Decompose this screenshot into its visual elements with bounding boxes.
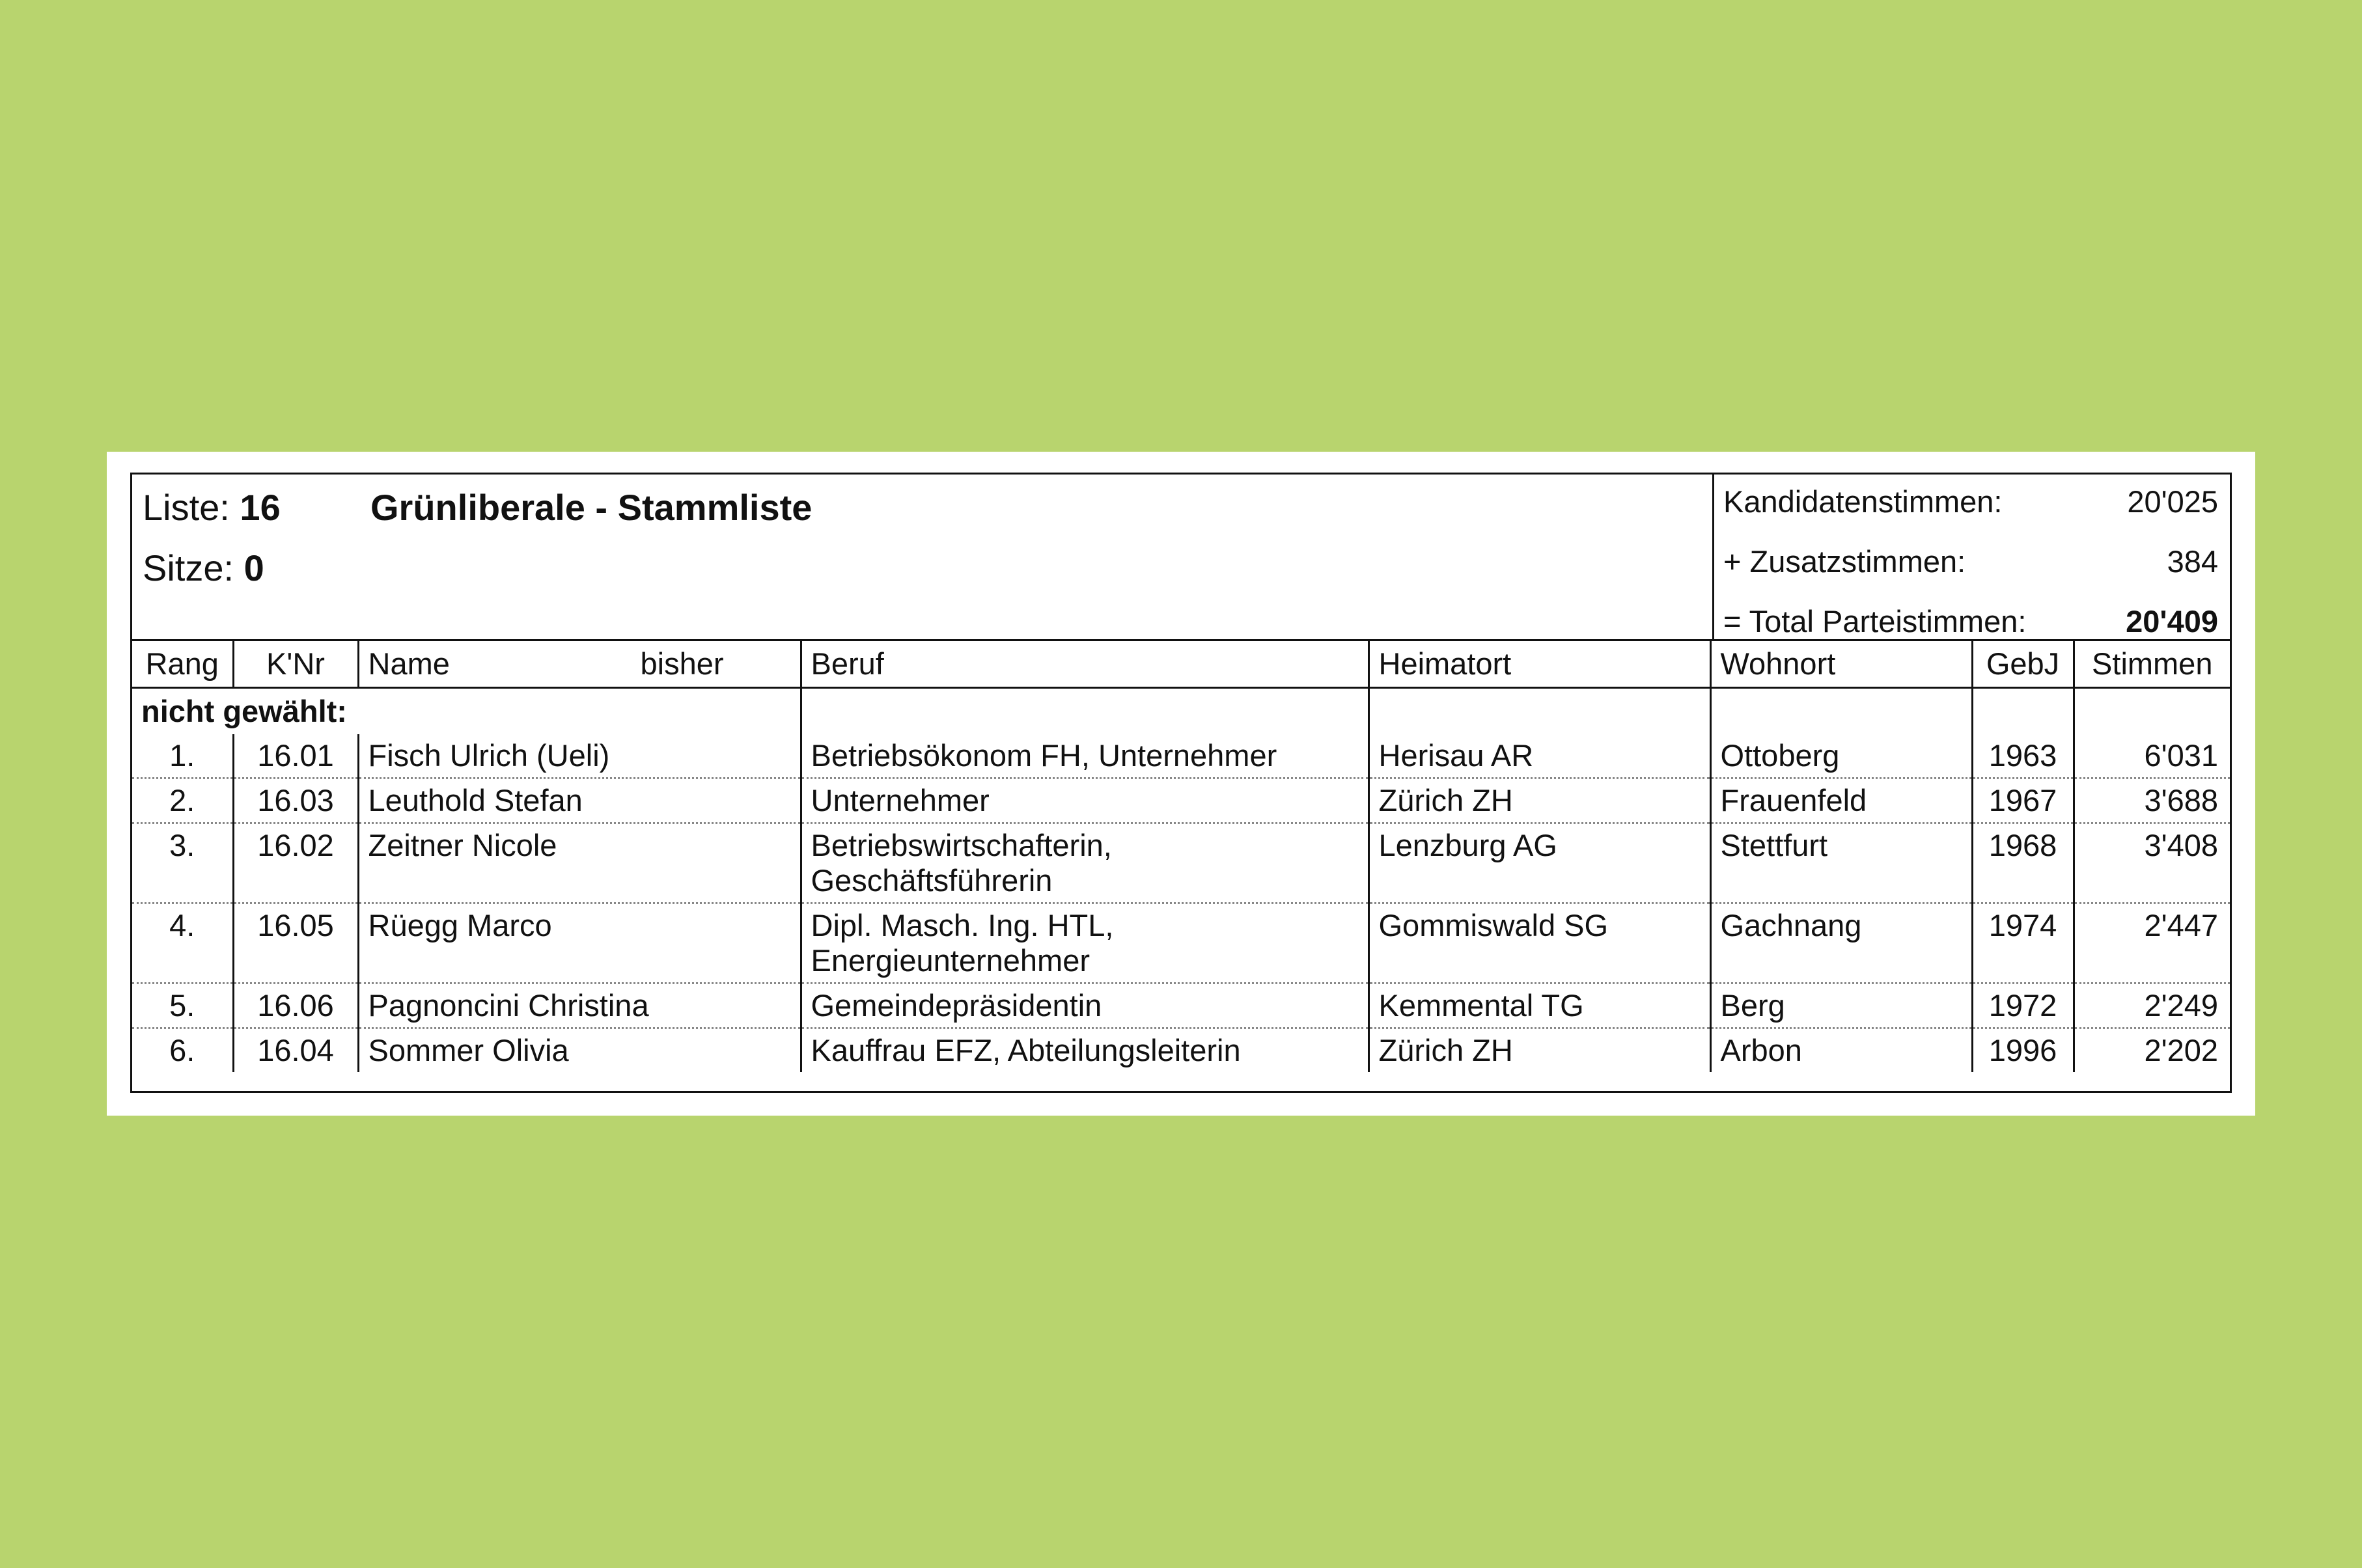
row-gebj: 1996 bbox=[1972, 1028, 2074, 1073]
sitze-label: Sitze: bbox=[143, 547, 234, 588]
row-beruf: Unternehmer bbox=[801, 778, 1369, 823]
table-row bbox=[132, 778, 2230, 823]
total-parteistimmen-label: = Total Parteistimmen: bbox=[1723, 604, 2027, 639]
row-heimatort: Zürich ZH bbox=[1369, 778, 1710, 823]
row-name: Leuthold Stefan bbox=[358, 778, 801, 823]
row-stimmen: 3'688 bbox=[2074, 778, 2230, 823]
col-header-knr: K'Nr bbox=[233, 640, 358, 688]
section-label: nicht gewählt: bbox=[141, 694, 347, 728]
zusatzstimmen-label: + Zusatzstimmen: bbox=[1723, 544, 1966, 579]
row-beruf-line2: Energieunternehmer bbox=[811, 943, 1090, 978]
vote-summary bbox=[1712, 475, 2230, 639]
total-parteistimmen-value: 20'409 bbox=[2126, 604, 2218, 639]
liste-number: 16 bbox=[240, 487, 281, 528]
row-beruf: Betriebsökonom FH, Unternehmer bbox=[801, 734, 1369, 778]
row-wohnort: Arbon bbox=[1710, 1028, 1972, 1073]
row-heimatort: Zürich ZH bbox=[1369, 1028, 1710, 1073]
row-knr: 16.03 bbox=[233, 778, 358, 823]
sitze-line bbox=[143, 547, 264, 589]
row-beruf: Kauffrau EFZ, Abteilungsleiterin bbox=[801, 1028, 1369, 1073]
empty-cell bbox=[1972, 688, 2074, 735]
kandidatenstimmen-value: 20'025 bbox=[2127, 484, 2218, 519]
row-beruf-line2: Geschäftsführerin bbox=[811, 863, 1053, 898]
col-header-name bbox=[358, 640, 801, 688]
row-name: Rüegg Marco bbox=[358, 903, 801, 983]
row-gebj: 1974 bbox=[1972, 903, 2074, 983]
row-beruf: Gemeindepräsidentin bbox=[801, 983, 1369, 1028]
table-row bbox=[132, 734, 2230, 778]
col-header-stimmen: Stimmen bbox=[2074, 640, 2230, 688]
liste-label: Liste: bbox=[143, 487, 230, 528]
row-stimmen: 2'447 bbox=[2074, 903, 2230, 983]
table-row bbox=[132, 983, 2230, 1028]
section-row bbox=[132, 688, 2230, 735]
kandidatenstimmen-row bbox=[1723, 484, 2218, 523]
row-wohnort: Stettfurt bbox=[1710, 823, 1972, 903]
col-header-beruf: Beruf bbox=[801, 640, 1369, 688]
row-knr: 16.06 bbox=[233, 983, 358, 1028]
row-gebj: 1967 bbox=[1972, 778, 2074, 823]
col-header-gebj: GebJ bbox=[1972, 640, 2074, 688]
table-row bbox=[132, 903, 2230, 983]
row-name: Sommer Olivia bbox=[358, 1028, 801, 1073]
col-header-name-label: Name bbox=[368, 646, 450, 681]
row-wohnort: Frauenfeld bbox=[1710, 778, 1972, 823]
table-row bbox=[132, 823, 2230, 903]
row-heimatort: Lenzburg AG bbox=[1369, 823, 1710, 903]
row-stimmen: 2'249 bbox=[2074, 983, 2230, 1028]
row-knr: 16.04 bbox=[233, 1028, 358, 1073]
row-beruf-line1: Betriebswirtschafterin, bbox=[811, 828, 1112, 862]
row-name: Zeitner Nicole bbox=[358, 823, 801, 903]
row-knr: 16.01 bbox=[233, 734, 358, 778]
row-stimmen: 2'202 bbox=[2074, 1028, 2230, 1073]
liste-line bbox=[143, 486, 281, 529]
empty-cell bbox=[801, 688, 1369, 735]
row-wohnort: Ottoberg bbox=[1710, 734, 1972, 778]
kandidatenstimmen-label: Kandidatenstimmen: bbox=[1723, 484, 2003, 519]
candidates-table bbox=[132, 639, 2230, 1072]
col-header-heimatort: Heimatort bbox=[1369, 640, 1710, 688]
list-result-frame bbox=[130, 473, 2232, 1093]
row-name: Pagnoncini Christina bbox=[358, 983, 801, 1028]
row-beruf bbox=[801, 903, 1369, 983]
row-stimmen: 6'031 bbox=[2074, 734, 2230, 778]
row-wohnort: Gachnang bbox=[1710, 903, 1972, 983]
table-row bbox=[132, 1028, 2230, 1073]
row-heimatort: Kemmental TG bbox=[1369, 983, 1710, 1028]
row-rang: 1. bbox=[132, 734, 233, 778]
table-header-row bbox=[132, 640, 2230, 688]
col-header-rang: Rang bbox=[132, 640, 233, 688]
row-rang: 2. bbox=[132, 778, 233, 823]
col-header-wohnort: Wohnort bbox=[1710, 640, 1972, 688]
row-gebj: 1963 bbox=[1972, 734, 2074, 778]
row-wohnort: Berg bbox=[1710, 983, 1972, 1028]
row-knr: 16.02 bbox=[233, 823, 358, 903]
row-knr: 16.05 bbox=[233, 903, 358, 983]
col-header-bisher: bisher bbox=[640, 646, 724, 681]
row-rang: 6. bbox=[169, 1033, 195, 1067]
empty-cell bbox=[1369, 688, 1710, 735]
sitze-value: 0 bbox=[243, 547, 264, 588]
zusatzstimmen-value: 384 bbox=[2167, 544, 2218, 579]
party-name: Grünliberale - Stammliste bbox=[370, 487, 813, 528]
row-beruf-line1: Dipl. Masch. Ing. HTL, bbox=[811, 908, 1114, 942]
row-rang: 4. bbox=[132, 903, 233, 983]
row-gebj: 1972 bbox=[1972, 983, 2074, 1028]
list-header bbox=[132, 475, 1712, 639]
row-gebj: 1968 bbox=[1972, 823, 2074, 903]
empty-cell bbox=[1710, 688, 1972, 735]
result-sheet bbox=[107, 452, 2255, 1116]
total-parteistimmen-row bbox=[1723, 603, 2218, 642]
zusatzstimmen-row bbox=[1723, 543, 2218, 583]
row-stimmen: 3'408 bbox=[2074, 823, 2230, 903]
row-rang: 5. bbox=[132, 983, 233, 1028]
row-rang: 3. bbox=[132, 823, 233, 903]
empty-cell bbox=[2074, 688, 2230, 735]
row-heimatort: Herisau AR bbox=[1369, 734, 1710, 778]
row-name: Fisch Ulrich (Ueli) bbox=[358, 734, 801, 778]
row-beruf bbox=[801, 823, 1369, 903]
row-heimatort: Gommiswald SG bbox=[1369, 903, 1710, 983]
